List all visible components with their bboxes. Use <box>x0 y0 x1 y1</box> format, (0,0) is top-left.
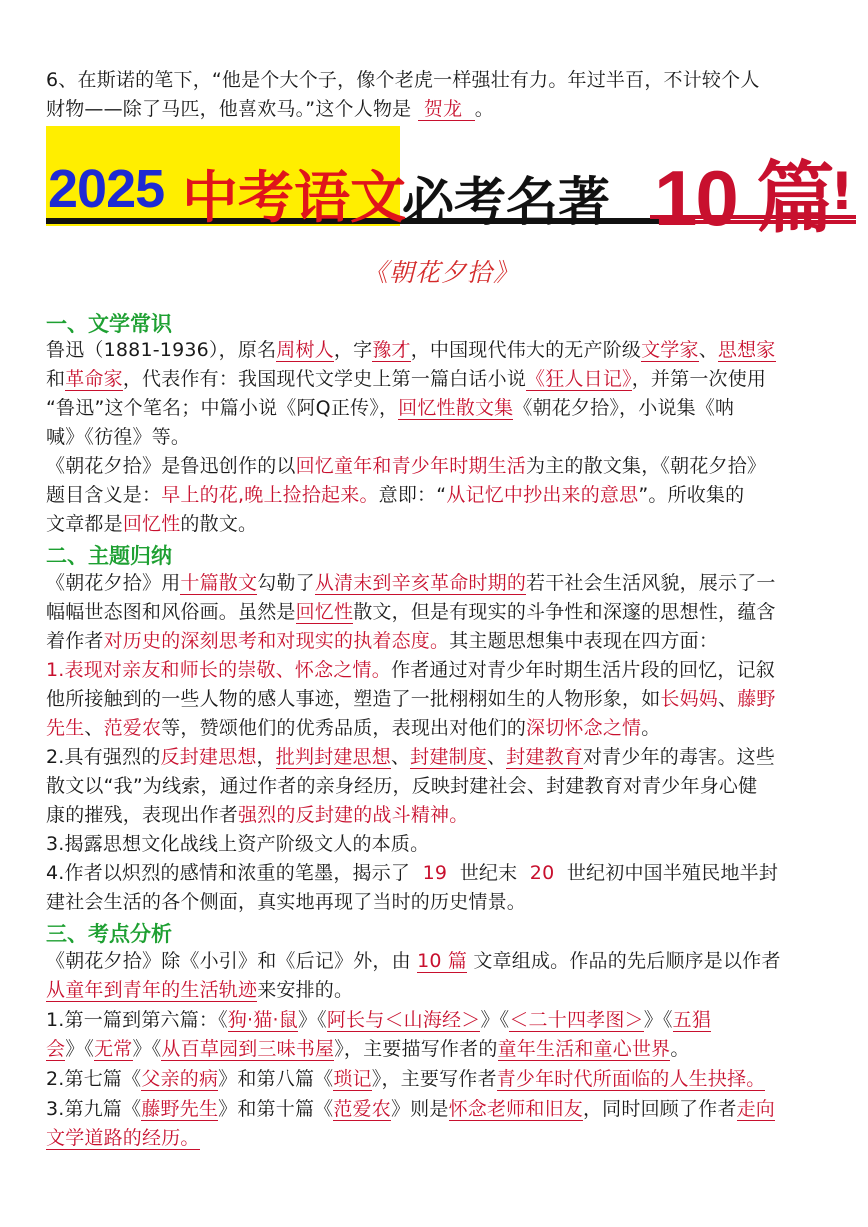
q6-answer: 贺龙 <box>418 98 475 121</box>
s2-line-2: 幅幅世态图和风俗画。虽然是回忆性散文，但是有现实的斗争性和深邃的思想性，蕴含 <box>46 601 776 623</box>
s2-line-10: 3.揭露思想文化战线上资产阶级文人的本质。 <box>46 833 430 855</box>
q6-text: 财物——除了马匹，他喜欢马。”这个人物是 <box>46 98 412 120</box>
banner-ten-books: 10 篇 <box>654 154 833 242</box>
s3-line-6: 3.第九篇《藤野先生》和第十篇《范爱农》则是怀念老师和旧友，同时回顾了作者走向 <box>46 1098 775 1120</box>
s2-line-12: 建社会生活的各个侧面，真实地再现了当时的历史情景。 <box>46 891 527 913</box>
q6-text: 6、在斯诺的笔下，“他是个大个子，像个老虎一样强壮有力。年过半百，不计较个人 <box>46 69 760 91</box>
section-heading-3: 三、考点分析 <box>46 921 172 946</box>
section-heading-2: 二、主题归纳 <box>46 543 172 568</box>
s2-line-11: 4.作者以炽烈的感情和浓重的笔墨，揭示了 19 世纪末 20 世纪初中国半殖民地半封 <box>46 862 779 884</box>
section-heading-1: 一、文学常识 <box>46 311 172 336</box>
banner-year: 2025 <box>48 159 165 219</box>
s2-line-4: 1.表现对亲友和师长的崇敬、怀念之情。作者通过对青少年时期生活片段的回忆，记叙 <box>46 659 775 681</box>
s3-line-5: 2.第七篇《父亲的病》和第八篇《琐记》，主要写作者青少年时代所面临的人生抉择。 <box>46 1068 766 1090</box>
s2-line-3: 着作者对历史的深刻思考和对现实的执着态度。其主题思想集中表现在四方面： <box>46 630 719 652</box>
s2-line-5: 他所接触到的一些人物的感人事迹，塑造了一批栩栩如生的人物形象，如长妈妈、藤野 <box>46 688 776 710</box>
s3-line-3: 1.第一篇到第六篇：《狗·猫·鼠》《阿长与＜山海经＞》《＜二十四孝图＞》《五猖 <box>46 1009 712 1031</box>
title-banner <box>46 126 856 242</box>
banner-exclamation: ! <box>830 162 854 222</box>
s3-line-7: 文学道路的经历。 <box>46 1127 200 1149</box>
banner-zhongkao: 中考语文 <box>182 166 406 231</box>
s1-line-1: 鲁迅（1881-1936），原名周树人，字豫才，中国现代伟大的无产阶级文学家、思想家 <box>46 339 776 361</box>
banner-bikao: 必考名著 <box>402 173 611 233</box>
s1-line-7: 文章都是回忆性的散文。 <box>46 513 258 535</box>
s1-line-4: 喊》《彷徨》等。 <box>46 426 191 448</box>
s3-line-2: 从童年到青年的生活轨迹来安排的。 <box>46 979 354 1001</box>
s1-line-3: “鲁迅”这个笔名；中篇小说《阿Q正传》，回忆性散文集《朝花夕拾》，小说集《呐 <box>46 397 735 419</box>
s2-line-9: 康的摧残，表现出作者强烈的反封建的战斗精神。 <box>46 804 469 826</box>
s3-line-1: 《朝花夕拾》除《小引》和《后记》外，由 10 篇 文章组成。作品的先后顺序是以作者 <box>46 950 781 972</box>
s2-line-7: 2.具有强烈的反封建思想，批判封建思想、封建制度、封建教育对青少年的毒害。这些 <box>46 746 775 768</box>
s1-line-6: 题目含义是：早上的花,晚上捡拾起来。意即：“从记忆中抄出来的意思”。所收集的 <box>46 484 745 506</box>
s2-line-1: 《朝花夕拾》用十篇散文勾勒了从清末到辛亥革命时期的若干社会生活风貌，展示了一 <box>46 572 776 594</box>
s1-line-5: 《朝花夕拾》是鲁迅创作的以回忆童年和青少年时期生活为主的散文集，《朝花夕拾》 <box>46 455 767 477</box>
q6-line-2: 财物——除了马匹，他喜欢马。”这个人物是 贺龙 。 <box>46 98 494 120</box>
s1-line-2: 和革命家，代表作有：我国现代文学史上第一篇白话小说《狂人日记》，并第一次使用 <box>46 368 767 390</box>
q6-line-1 <box>46 67 760 94</box>
s3-line-4: 会》《无常》《从百草园到三味书屋》，主要描写作者的童年生活和童心世界。 <box>46 1038 690 1060</box>
s2-line-6: 先生、范爱农等，赞颂他们的优秀品质，表现出对他们的深切怀念之情。 <box>46 717 661 739</box>
s2-line-8: 散文以“我”为线索，通过作者的亲身经历，反映封建社会、封建教育对青少年身心健 <box>46 775 758 797</box>
book-title: 《朝花夕拾》 <box>362 258 519 287</box>
